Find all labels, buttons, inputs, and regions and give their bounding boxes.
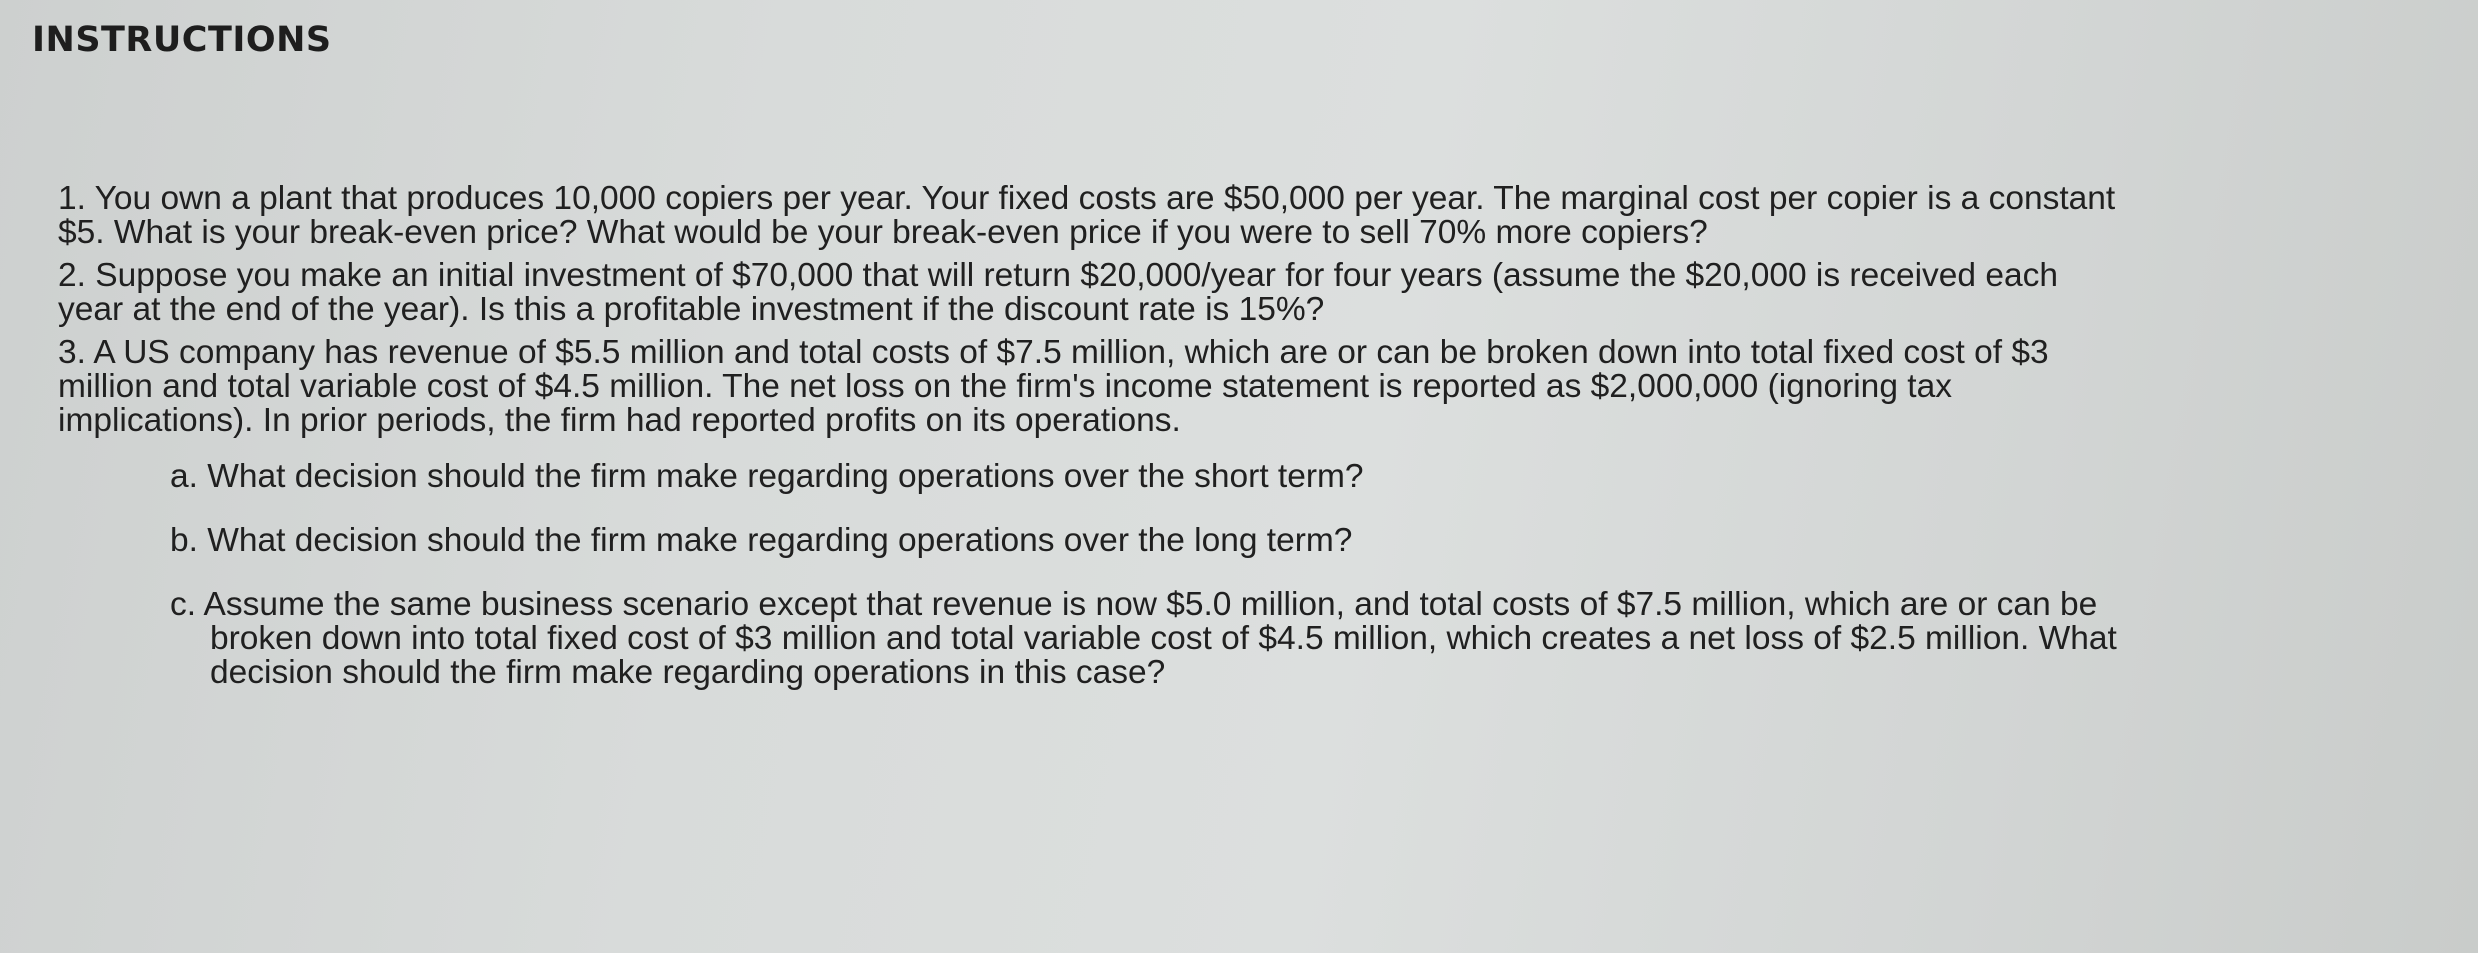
question-3 bbox=[58, 336, 2358, 690]
question-1-line: 1. You own a plant that produces 10,000 copiers per year. Your fixed costs are $50,000 per year. The marginal cost per copier is a constant bbox=[58, 180, 2116, 217]
question-3c bbox=[130, 588, 2358, 690]
question-3-line: implications). In prior periods, the firm had reported profits on its operations. bbox=[58, 402, 1181, 439]
question-3c-line: decision should the firm make regarding operations in this case? bbox=[210, 654, 1166, 691]
question-3b bbox=[130, 524, 2358, 558]
question-3c-line: c. Assume the same business scenario except that revenue is now $5.0 million, and total costs of $7.5 million, which are or can be bbox=[170, 586, 2098, 623]
question-3-sub-list bbox=[58, 460, 2358, 690]
question-3-line: million and total variable cost of $4.5 million. The net loss on the firm's income statement is reported as $2,000,000 (ignoring tax bbox=[58, 368, 1952, 405]
question-3a-line: a. What decision should the firm make regarding operations over the short term? bbox=[170, 458, 1364, 495]
instructions-content bbox=[58, 182, 2358, 720]
question-2-line: 2. Suppose you make an initial investment of $70,000 that will return $20,000/year for four years (assume the $20,000 is received each bbox=[58, 257, 2058, 294]
question-2 bbox=[58, 259, 2358, 327]
question-3a bbox=[130, 460, 2358, 494]
question-3b-line: b. What decision should the firm make regarding operations over the long term? bbox=[170, 522, 1353, 559]
question-1 bbox=[58, 182, 2358, 250]
question-3-line: 3. A US company has revenue of $5.5 million and total costs of $7.5 million, which are or can be broken down into total fixed cost of $3 bbox=[58, 334, 2049, 371]
question-3c-line: broken down into total fixed cost of $3 million and total variable cost of $4.5 million, which creates a net loss of $2.5 million. What bbox=[210, 620, 2117, 657]
page-title: INSTRUCTIONS bbox=[32, 20, 332, 60]
question-1-line: $5. What is your break-even price? What would be your break-even price if you were to sell 70% more copiers? bbox=[58, 214, 1708, 251]
question-2-line: year at the end of the year). Is this a profitable investment if the discount rate is 15%? bbox=[58, 291, 1325, 328]
